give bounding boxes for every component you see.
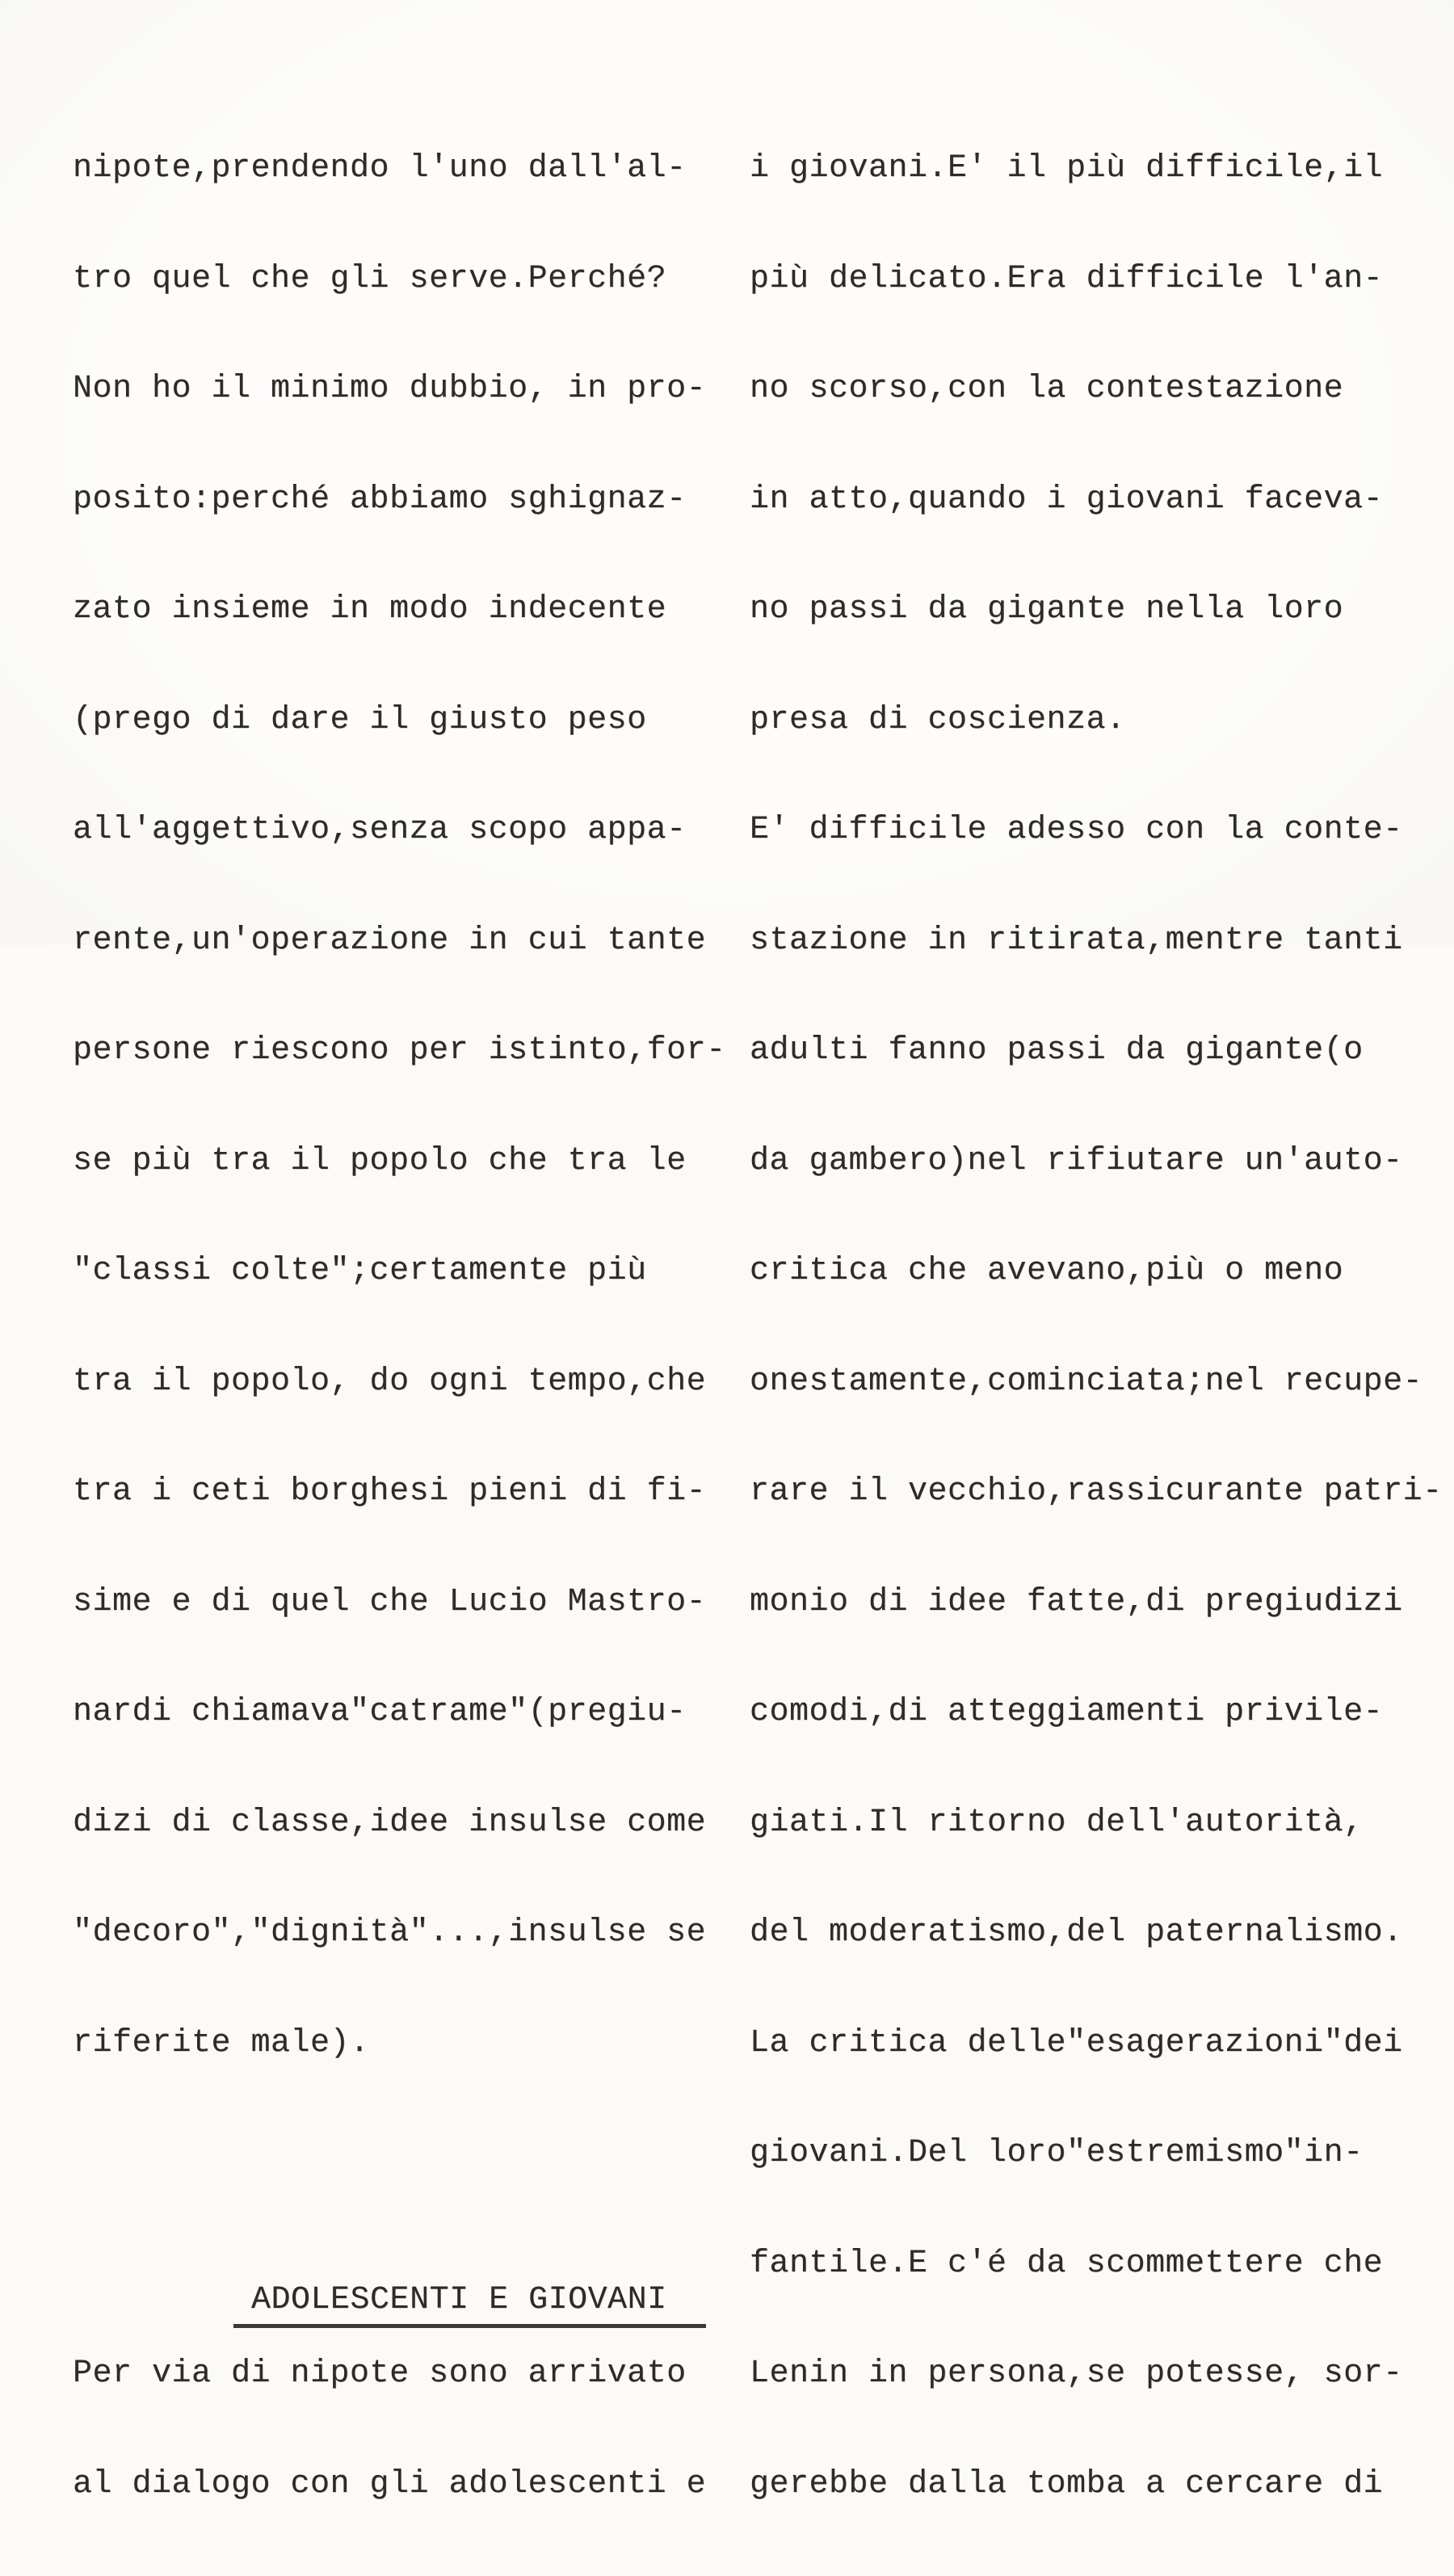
text-line: tra il popolo, do ogni tempo,che xyxy=(73,1363,707,1400)
text-line: tra i ceti borghesi pieni di fi- xyxy=(73,1473,707,1510)
text-line: E' difficile adesso con la conte- xyxy=(750,812,1403,848)
text-line: più delicato.Era difficile l'an- xyxy=(750,260,1384,297)
text-line: onestamente,cominciata;nel recupe- xyxy=(750,1363,1423,1400)
text-line: critica che avevano,più o meno xyxy=(750,1253,1344,1289)
left-column xyxy=(73,77,751,2576)
text-line: Non ho il minimo dubbio, in pro- xyxy=(73,371,707,407)
section-heading: ADOLESCENTI E GIOVANI xyxy=(233,2282,706,2328)
text-line: dizi di classe,idee insulse come xyxy=(73,1804,707,1841)
text-line: tro quel che gli serve.Perché? xyxy=(73,260,667,297)
text-line: rare il vecchio,rassicurante patri- xyxy=(750,1473,1443,1510)
text-line: Lenin in persona,se potesse, sor- xyxy=(750,2355,1403,2392)
text-line: nardi chiamava"catrame"(pregiu- xyxy=(73,1694,687,1730)
text-line: gerebbe dalla tomba a cercare di xyxy=(750,2465,1384,2502)
text-line: i giovani.E' il più difficile,il xyxy=(750,150,1384,187)
text-line: monio di idee fatte,di pregiudizi xyxy=(750,1583,1403,1620)
text-line: no scorso,con la contestazione xyxy=(750,371,1344,407)
right-column xyxy=(750,77,1444,2576)
blank-line xyxy=(73,2135,751,2172)
text-line: giovani.Del loro"estremismo"in- xyxy=(750,2135,1364,2171)
text-line: persone riescono per istinto,for- xyxy=(73,1032,726,1069)
text-line: del moderatismo,del paternalismo. xyxy=(750,1914,1403,1951)
text-line: "classi colte";certamente più xyxy=(73,1253,647,1289)
text-line: riferite male). xyxy=(73,2024,370,2061)
text-line: "decoro","dignità"...,insulse se xyxy=(73,1914,707,1951)
section-heading-line xyxy=(73,2246,751,2318)
text-line: da gambero)nel rifiutare un'auto- xyxy=(750,1142,1403,1179)
text-line: fantile.E c'é da scommettere che xyxy=(750,2245,1384,2282)
text-line: (prego di dare il giusto peso xyxy=(73,701,647,738)
text-line: presa di coscienza. xyxy=(750,701,1126,738)
text-line: giati.Il ritorno dell'autorità, xyxy=(750,1804,1364,1841)
text-line: al dialogo con gli adolescenti e xyxy=(73,2465,707,2502)
text-line: sime e di quel che Lucio Mastro- xyxy=(73,1583,707,1620)
text-line: all'aggettivo,senza scopo appa- xyxy=(73,812,687,848)
text-line: rente,un'operazione in cui tante xyxy=(73,922,707,959)
text-line: nipote,prendendo l'uno dall'al- xyxy=(73,150,687,187)
text-line: in atto,quando i giovani faceva- xyxy=(750,481,1384,518)
text-line: stazione in ritirata,mentre tanti xyxy=(750,922,1403,959)
text-line: La critica delle"esagerazioni"dei xyxy=(750,2024,1403,2061)
text-line: posito:perché abbiamo sghignaz- xyxy=(73,481,687,518)
text-line: no passi da gigante nella loro xyxy=(750,591,1344,628)
text-line: comodi,di atteggiamenti privile- xyxy=(750,1694,1384,1730)
text-line: se più tra il popolo che tra le xyxy=(73,1142,687,1179)
text-line: zato insieme in modo indecente xyxy=(73,591,667,628)
text-line: adulti fanno passi da gigante(o xyxy=(750,1032,1364,1069)
text-line: Per via di nipote sono arrivato xyxy=(73,2355,687,2392)
